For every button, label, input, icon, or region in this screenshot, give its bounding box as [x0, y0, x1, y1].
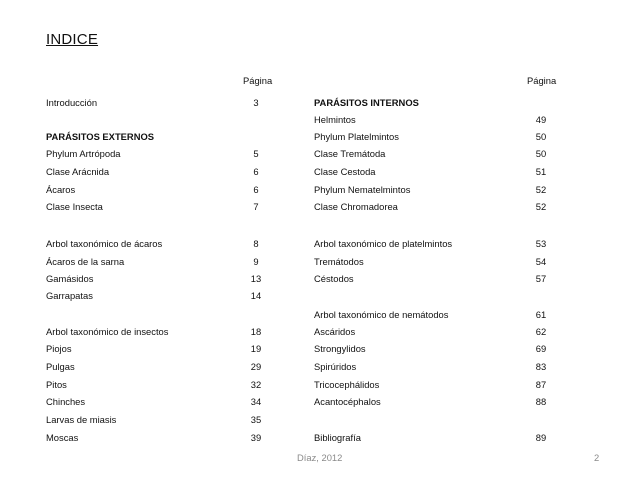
left-entry-label: PARÁSITOS EXTERNOS — [46, 131, 155, 142]
index-title: INDICE — [46, 31, 99, 48]
right-entry-label: Ascáridos — [314, 326, 356, 337]
right-entry-page: 69 — [535, 343, 547, 354]
right-entry-label: Helmintos — [314, 114, 356, 125]
left-entry-page: 14 — [250, 290, 262, 301]
left-entry-label: Arbol taxonómico de ácaros — [46, 238, 163, 249]
left-entry-page: 3 — [253, 97, 259, 108]
left-entry-label: Larvas de miasis — [46, 414, 117, 425]
left-entry-label: Piojos — [46, 343, 72, 354]
right-entry-label: Tricocephálidos — [314, 379, 380, 390]
right-entry-label: Clase Cestoda — [314, 166, 376, 177]
right-entry-page: 88 — [535, 396, 547, 407]
footer-author: Díaz, 2012 — [297, 452, 343, 463]
left-entry-label: Clase Arácnida — [46, 166, 110, 177]
right-entry-label: PARÁSITOS INTERNOS — [314, 97, 419, 108]
left-entry-page: 18 — [250, 326, 262, 337]
right-entry-page: 62 — [535, 326, 547, 337]
left-entry-label: Pulgas — [46, 361, 75, 372]
left-entry-page: 9 — [253, 256, 259, 267]
page-column-header-right: Página — [527, 75, 557, 86]
right-entry-page: 51 — [535, 166, 547, 177]
right-entry-label: Acantocéphalos — [314, 396, 381, 407]
left-entry-page: 6 — [253, 184, 259, 195]
left-entry-label: Arbol taxonómico de insectos — [46, 326, 169, 337]
right-entry-label: Arbol taxonómico de nemátodos — [314, 309, 449, 320]
left-entry-page: 35 — [250, 414, 262, 425]
right-entry-page: 61 — [535, 309, 547, 320]
left-entry-label: Clase Insecta — [46, 201, 103, 212]
right-entry-page: 50 — [535, 131, 547, 142]
right-entry-label: Bibliografía — [314, 432, 361, 443]
right-entry-label: Strongylidos — [314, 343, 366, 354]
left-entry-page: 13 — [250, 273, 262, 284]
left-entry-page: 6 — [253, 166, 259, 177]
right-entry-page: 50 — [535, 148, 547, 159]
left-entry-label: Pitos — [46, 379, 67, 390]
right-entry-page: 89 — [535, 432, 547, 443]
left-entry-page: 32 — [250, 379, 262, 390]
right-entry-page: 52 — [535, 201, 547, 212]
right-entry-page: 52 — [535, 184, 547, 195]
left-entry-page: 19 — [250, 343, 262, 354]
right-entry-label: Clase Tremátoda — [314, 148, 386, 159]
left-entry-page: 34 — [250, 396, 262, 407]
left-entry-label: Garrapatas — [46, 290, 93, 301]
left-entry-label: Moscas — [46, 432, 79, 443]
left-entry-label: Introducción — [46, 97, 98, 108]
right-entry-page: 57 — [535, 273, 547, 284]
left-entry-page: 8 — [253, 238, 259, 249]
right-entry-label: Tremátodos — [314, 256, 364, 267]
left-entry-page: 5 — [253, 148, 259, 159]
right-entry-label: Céstodos — [314, 273, 354, 284]
right-entry-page: 54 — [535, 256, 547, 267]
right-entry-label: Arbol taxonómico de platelmintos — [314, 238, 453, 249]
right-entry-page: 83 — [535, 361, 547, 372]
left-entry-page: 29 — [250, 361, 262, 372]
left-entry-label: Phylum Artrópoda — [46, 148, 121, 159]
left-entry-label: Chinches — [46, 396, 86, 407]
right-entry-page: 49 — [535, 114, 547, 125]
left-entry-label: Ácaros de la sarna — [46, 256, 125, 267]
left-entry-page: 7 — [253, 201, 259, 212]
left-entry-page: 39 — [250, 432, 262, 443]
footer-page-number: 2 — [594, 452, 600, 463]
right-entry-label: Phylum Platelmintos — [314, 131, 399, 142]
right-entry-page: 53 — [535, 238, 547, 249]
right-entry-label: Spirúridos — [314, 361, 357, 372]
left-entry-label: Ácaros — [46, 184, 76, 195]
page-column-header-left: Página — [243, 75, 273, 86]
right-entry-label: Clase Chromadorea — [314, 201, 398, 212]
left-entry-label: Gamásidos — [46, 273, 94, 284]
right-entry-page: 87 — [535, 379, 547, 390]
right-entry-label: Phylum Nematelmintos — [314, 184, 411, 195]
